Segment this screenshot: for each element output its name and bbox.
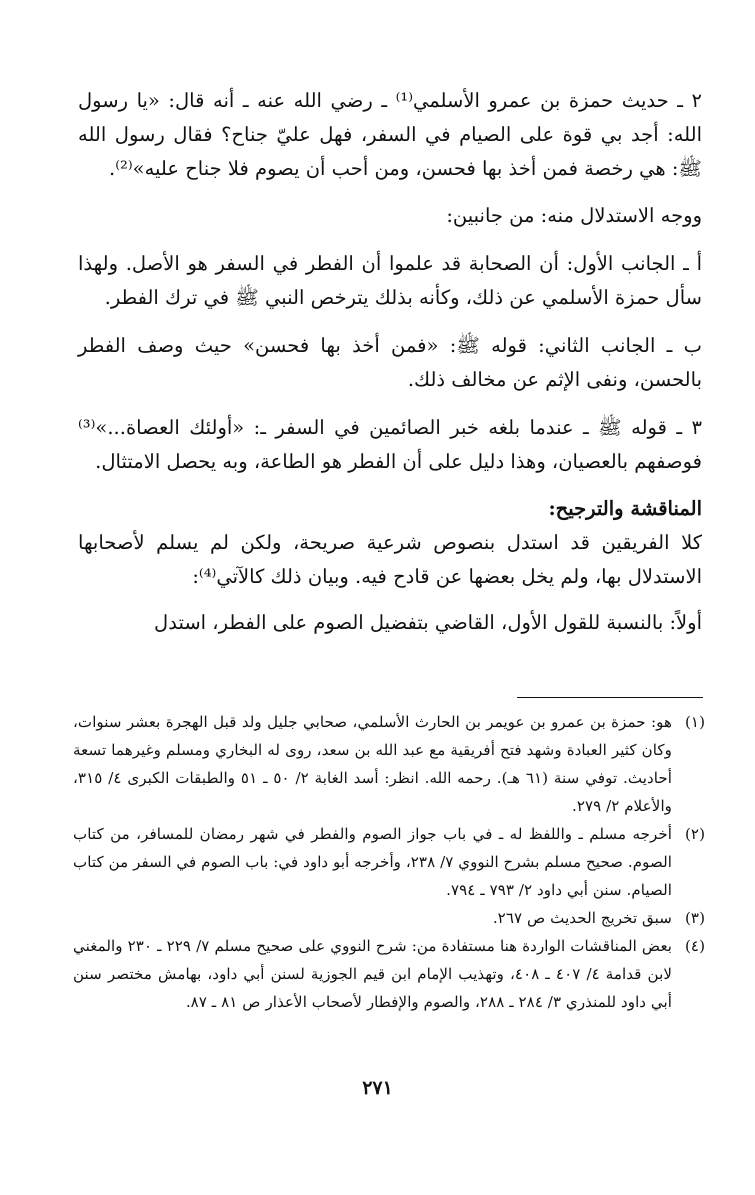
footnote-text: هو: حمزة بن عمرو بن عويمر بن الحارث الأسلمي، صحابي جليل ولد قبل الهجرة بعشر سنوات، وكان كثير العبادة وشهد فتح أفريقية مع عبد الله بن سعد، روى له البخاري ومسلم وغيرهما تسعة أحاديث. توفي سنة (٦١ هـ). رحمه الله. انظر: أسد الغابة ٢/ ٥٠ ـ ٥١ والطبقات الكبرى ٤/ ٣١٥، والأعلام ٢/ ٢٧٩. <box>73 713 672 815</box>
footnote-text: بعض المناقشات الواردة هنا مستفادة من: شرح النووي على صحيح مسلم ٧/ ٢٢٩ ـ ٢٣٠ والمغني لابن قدامة ٤/ ٤٠٧ ـ ٤٠٨، وتهذيب الإمام ابن قيم الجوزية لسنن أبي داود، بهامش مختصر سنن أبي داود للمنذري ٣/ ٢٨٤ ـ ٢٨٨، والصوم والإفطار لأصحاب الأعذار ص ٨١ ـ ٨٧. <box>73 937 673 1011</box>
footnotes <box>73 708 705 1016</box>
footnote-text: سبق تخريج الحديث ص ٢٦٧. <box>492 909 672 927</box>
main-text <box>78 84 702 640</box>
footnote-number: (٤) <box>684 937 705 955</box>
paragraph-aspect-b: ب ـ الجانب الثاني: قوله ﷺ: «فمن أخذ بها فحسن» حيث وصف الفطر بالحسن، ونفى الإثم عن مخالف ذلك. <box>78 334 702 391</box>
footnote <box>73 904 705 932</box>
footnote-number: (٢) <box>684 825 705 843</box>
paragraph-inference-intro: ووجه الاستدلال منه: من جانبين: <box>446 204 702 227</box>
paragraph-discussion: كلا الفريقين قد استدل بنصوص شرعية صريحة، ولكن لم يسلم لأصحابها الاستدلال بها، ولم يخل بعضها عن قادح فيه. وبيان ذلك كالآتي⁽⁴⁾: <box>78 531 702 588</box>
footnote <box>73 932 705 1016</box>
footnote <box>73 708 705 820</box>
paragraph-first: أولاً: بالنسبة للقول الأول، القاضي بتفضيل الصوم على الفطر، استدل <box>154 611 702 634</box>
paragraph-hadith-2: ٢ ـ حديث حمزة بن عمرو الأسلمي⁽¹⁾ ـ رضي الله عنه ـ أنه قال: «يا رسول الله: أجد بي قوة على الصيام في السفر، فهل عليّ جناح؟ فقال رسول الله ﷺ: هي رخصة فمن أخذ بها فحسن، ومن أحب أن يصوم فلا جناح عليه»⁽²⁾. <box>78 89 702 180</box>
footnote-text: أخرجه مسلم ـ واللفظ له ـ في باب جواز الصوم والفطر في شهر رمضان للمسافر، من كتاب الصوم. صحيح مسلم بشرح النووي ٧/ ٢٣٨، وأخرجه أبو داود في: باب الصوم في السفر من كتاب الصيام. سنن أبي داود ٢/ ٧٩٣ ـ ٧٩٤. <box>73 825 672 899</box>
paragraph-hadith-3: ٣ ـ قوله ﷺ ـ عندما بلغه خبر الصائمين في السفر ـ: «أولئك العصاة...»⁽³⁾ فوصفهم بالعصيان، وهذا دليل على أن الفطر هو الطاعة، وبه يحصل الامتثال. <box>78 416 702 473</box>
footnote-number: (٣) <box>684 909 705 927</box>
footnote <box>73 820 705 904</box>
paragraph-aspect-a: أ ـ الجانب الأول: أن الصحابة قد علموا أن الفطر في السفر هو الأصل. ولهذا سأل حمزة الأسلمي عن ذلك، وكأنه بذلك يترخص النبي ﷺ في ترك الفطر. <box>78 252 702 309</box>
section-heading: المناقشة والترجيح: <box>548 497 702 520</box>
footnote-number: (١) <box>684 713 705 731</box>
page-number: ٢٧١ <box>362 1077 393 1099</box>
footnote-separator <box>517 697 703 698</box>
